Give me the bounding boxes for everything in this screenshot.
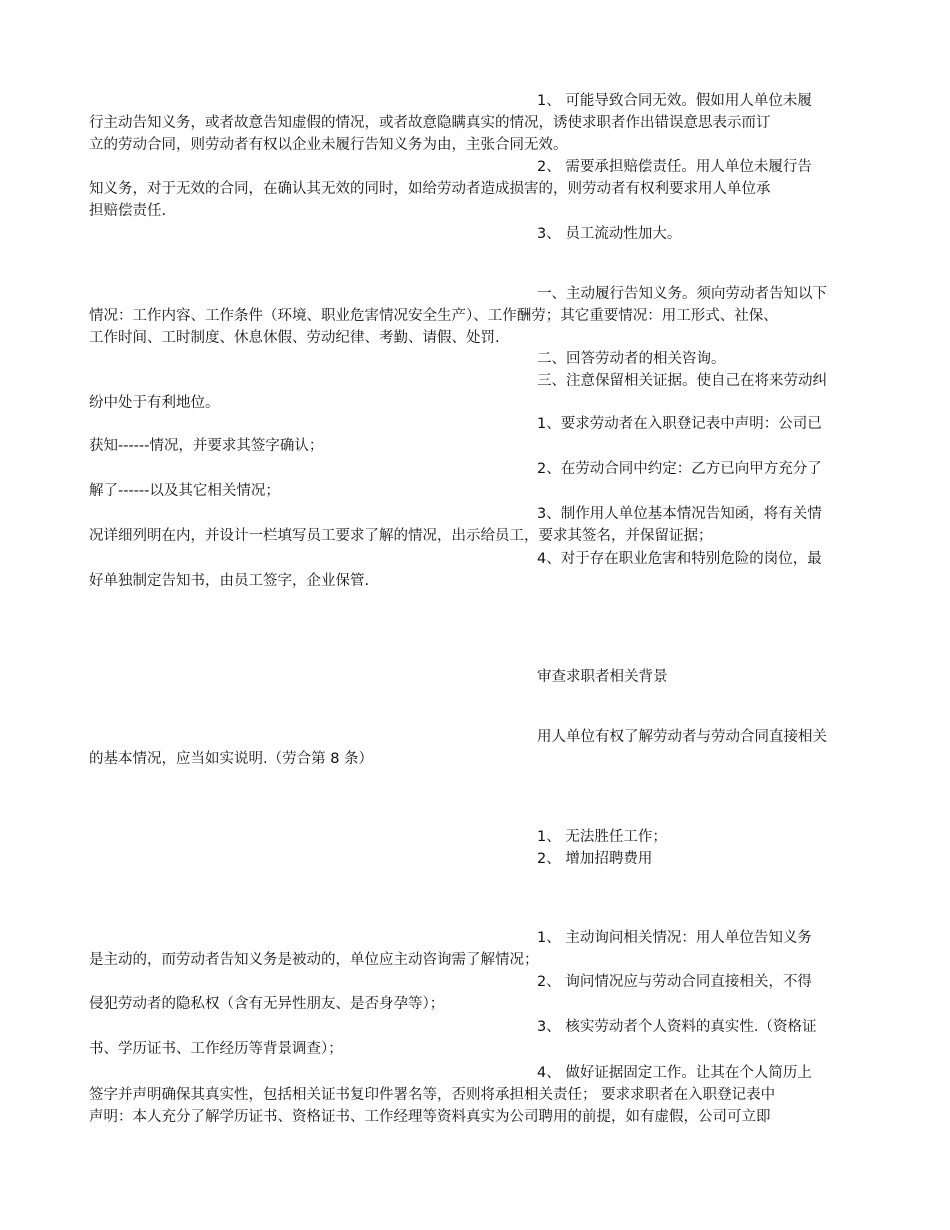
text-line: 2、 询问情况应与劳动合同直接相关，不得 [537,974,812,990]
text-line: 2、 需要承担赔偿责任。用人单位未履行告 [537,159,812,175]
text-line: 3、 核实劳动者个人资料的真实性.（资格证 [537,1019,817,1035]
text-line: 工作时间、工时制度、休息休假、劳动纪律、考勤、请假、处罚. [89,330,500,346]
text-line: 获知------情况，并要求其签字确认； [89,438,324,454]
paragraph-evidence-4 [89,548,864,592]
text-line: 况详细列明在内，并设计一栏填写员工要求了解的情况，出示给员工，要求其签名，并保留证据； [89,528,713,544]
text-line: 立的劳动合同，则劳动者有权以企业未履行告知义务为由，主张合同无效。 [89,137,568,153]
text-line: 4、对于存在职业危害和特别危险的岗位，最 [537,551,822,567]
text-line: 4、 做好证据固定工作。让其在个人简历上 [537,1065,812,1081]
text-line: 2、 增加招聘费用 [537,851,653,867]
text-line: 好单独制定告知书，由员工签字，企业保管. [89,573,370,589]
text-line: 解了------以及其它相关情况； [89,483,280,499]
paragraph-turnover [89,223,864,245]
text-line: 侵犯劳动者的隐私权（含有无异性朋友、是否身孕等）； [89,996,445,1012]
paragraph-evidence-1 [89,413,864,457]
text-line: 行主动告知义务，或者故意告知虚假的情况，或者故意隐瞒真实的情况，诱使求职者作出错误意思表示而订 [89,115,771,131]
text-line: 1、 主动询问相关情况：用人单位告知义务 [537,930,812,946]
text-line: 纷中处于有利地位。 [89,395,220,411]
text-line: 3、制作用人单位基本情况告知函，将有关情 [537,506,822,522]
text-line: 签字并声明确保其真实性，包括相关证书复印件署名等，否则将承担相关责任； 要求求职者在入职登记表中 [89,1087,776,1103]
text-line: 一、主动履行告知义务。须向劳动者告知以下 [537,286,827,302]
paragraph-keep-evidence [89,370,864,414]
paragraph-inquire-4 [89,1062,864,1128]
text-line: 情况：工作内容、工作条件（环境、职业危害情况安全生产）、工作酬劳；其它重要情况：用工形式、社保、 [89,308,778,324]
text-line: 1、 无法胜任工作； [537,829,667,845]
text-line: 书、学历证书、工作经历等背景调查）； [89,1041,343,1057]
text-line: 声明：本人充分了解学历证书、资格证书、工作经理等资料真实为公司聘用的前提，如有虚假，公司可立即 [89,1109,771,1125]
text-line: 二、回答劳动者的相关咨询。 [537,351,726,367]
text-line: 审查求职者相关背景 [537,669,668,685]
paragraph-recruiting-cost [89,848,864,870]
text-line: 2、在劳动合同中约定：乙方已向甲方充分了 [537,461,822,477]
text-line: 担赔偿责任. [89,203,167,219]
text-line: 是主动的，而劳动者告知义务是被动的，单位应主动咨询需了解情况； [89,952,539,968]
text-line: 的基本情况，应当如实说明.（劳合第 8 条） [89,751,374,767]
paragraph-answer-questions [89,348,864,370]
paragraph-inquire-1 [89,927,864,971]
paragraph-right-to-know [89,726,864,770]
text-line: 3、 员工流动性加大。 [537,226,682,242]
paragraph-inquire-3 [89,1016,864,1060]
text-line: 1、要求劳动者在入职登记表中声明：公司已 [537,416,822,432]
text-line: 1、 可能导致合同无效。假如用人单位未履 [537,93,812,109]
paragraph-compensation [89,156,864,222]
paragraph-contract-invalid [89,90,864,156]
paragraph-inquire-2 [89,971,864,1015]
paragraph-evidence-2 [89,458,864,502]
paragraph-unqualified [89,826,864,848]
text-line: 用人单位有权了解劳动者与劳动合同直接相关 [537,729,827,745]
section-heading-background-check [89,666,864,688]
paragraph-evidence-3 [89,503,864,547]
paragraph-inform-duty [89,283,864,349]
text-line: 三、注意保留相关证据。使自己在将来劳动纠 [537,373,827,389]
text-line: 知义务，对于无效的合同，在确认其无效的同时，如给劳动者造成损害的，则劳动者有权利要求用人单位承 [89,181,771,197]
